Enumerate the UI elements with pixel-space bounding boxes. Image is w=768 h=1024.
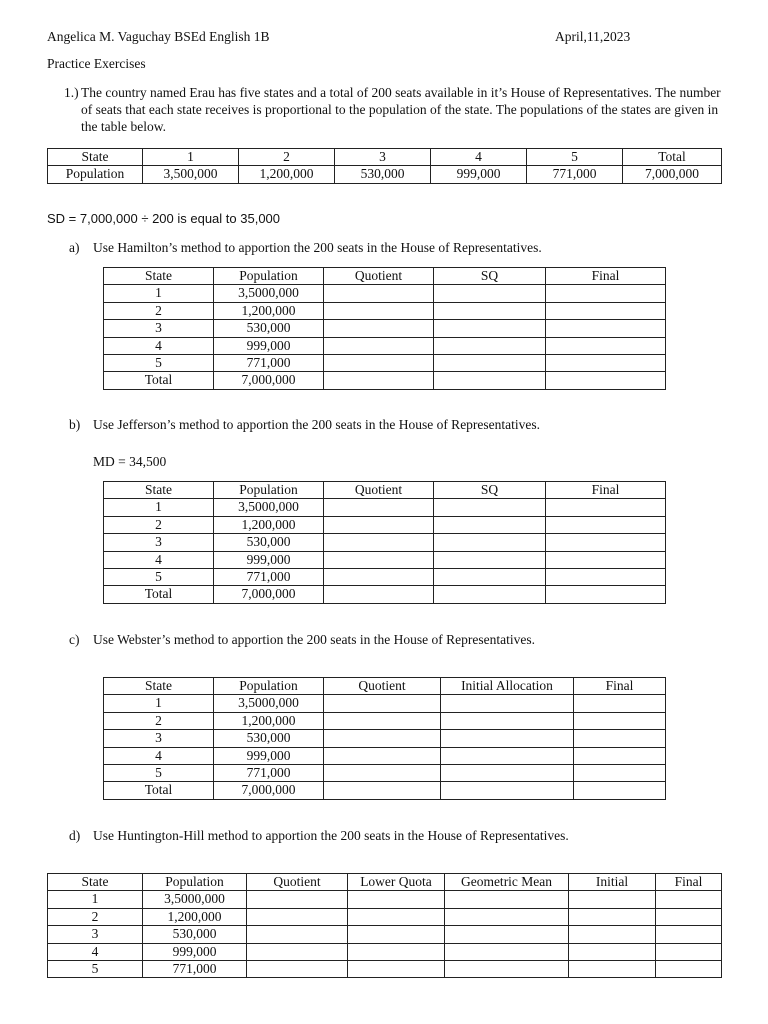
empty-answer-cell bbox=[546, 355, 666, 372]
empty-answer-cell bbox=[441, 765, 574, 782]
empty-answer-cell bbox=[247, 943, 348, 960]
column-header: Final bbox=[574, 678, 666, 695]
empty-answer-cell bbox=[434, 337, 546, 354]
empty-answer-cell bbox=[348, 943, 445, 960]
empty-answer-cell bbox=[574, 747, 666, 764]
column-header: Initial bbox=[569, 874, 656, 891]
table-row bbox=[104, 372, 666, 389]
empty-answer-cell bbox=[324, 372, 434, 389]
empty-answer-cell bbox=[434, 534, 546, 551]
state-cell: 4 bbox=[104, 747, 214, 764]
table-row bbox=[48, 908, 722, 925]
empty-answer-cell bbox=[247, 891, 348, 908]
empty-answer-cell bbox=[546, 337, 666, 354]
state-cell: 3 bbox=[335, 149, 431, 166]
table-row bbox=[104, 712, 666, 729]
table-row bbox=[104, 747, 666, 764]
table-row bbox=[104, 695, 666, 712]
table-row bbox=[104, 765, 666, 782]
column-header: SQ bbox=[434, 482, 546, 499]
empty-answer-cell bbox=[348, 926, 445, 943]
empty-answer-cell bbox=[441, 712, 574, 729]
table-row bbox=[104, 534, 666, 551]
population-cell: 3,5000,000 bbox=[214, 695, 324, 712]
empty-answer-cell bbox=[574, 695, 666, 712]
state-cell: 5 bbox=[48, 961, 143, 978]
part-b-label: b) bbox=[69, 417, 81, 432]
empty-answer-cell bbox=[434, 551, 546, 568]
column-header: State bbox=[104, 678, 214, 695]
table-row bbox=[104, 285, 666, 302]
column-header: Lower Quota bbox=[348, 874, 445, 891]
empty-answer-cell bbox=[434, 516, 546, 533]
state-cell: 2 bbox=[104, 712, 214, 729]
empty-answer-cell bbox=[324, 285, 434, 302]
empty-answer-cell bbox=[324, 534, 434, 551]
state-cell: Total bbox=[623, 149, 722, 166]
column-header: Quotient bbox=[324, 268, 434, 285]
table-row bbox=[104, 337, 666, 354]
empty-answer-cell bbox=[574, 765, 666, 782]
state-cell: 2 bbox=[104, 516, 214, 533]
state-cell: 4 bbox=[104, 337, 214, 354]
empty-answer-cell bbox=[441, 695, 574, 712]
empty-answer-cell bbox=[324, 569, 434, 586]
table-row bbox=[48, 961, 722, 978]
empty-answer-cell bbox=[569, 943, 656, 960]
column-header: Final bbox=[546, 268, 666, 285]
population-table bbox=[47, 148, 722, 184]
empty-answer-cell bbox=[569, 961, 656, 978]
empty-answer-cell bbox=[324, 782, 441, 799]
part-a-instruction: Use Hamilton’s method to apportion the 200 seats in the House of Representatives. bbox=[93, 240, 542, 255]
huntington-hill-table bbox=[47, 873, 722, 978]
part-c-label: c) bbox=[69, 632, 80, 647]
row-label-state: State bbox=[48, 149, 143, 166]
header-row bbox=[104, 678, 666, 695]
empty-answer-cell bbox=[324, 516, 434, 533]
state-cell: 2 bbox=[239, 149, 335, 166]
empty-answer-cell bbox=[546, 586, 666, 603]
column-header: Quotient bbox=[324, 678, 441, 695]
part-c-instruction: Use Webster’s method to apportion the 200 seats in the House of Representatives. bbox=[93, 632, 535, 647]
population-cell: 999,000 bbox=[143, 943, 247, 960]
population-cell: 771,000 bbox=[527, 166, 623, 183]
problem-statement bbox=[64, 84, 721, 135]
state-cell: Total bbox=[104, 372, 214, 389]
population-cell: 999,000 bbox=[214, 337, 324, 354]
webster-table bbox=[103, 677, 666, 800]
empty-answer-cell bbox=[546, 302, 666, 319]
jefferson-table bbox=[103, 481, 666, 604]
column-header: State bbox=[104, 268, 214, 285]
population-cell: 1,200,000 bbox=[214, 516, 324, 533]
population-cell: 771,000 bbox=[143, 961, 247, 978]
table-row bbox=[104, 355, 666, 372]
population-cell: 771,000 bbox=[214, 569, 324, 586]
empty-answer-cell bbox=[569, 926, 656, 943]
table-row bbox=[104, 302, 666, 319]
document-subtitle: Practice Exercises bbox=[47, 56, 146, 71]
empty-answer-cell bbox=[348, 891, 445, 908]
empty-answer-cell bbox=[546, 372, 666, 389]
standard-divisor-line: SD = 7,000,000 ÷ 200 is equal to 35,000 bbox=[47, 211, 281, 226]
state-cell: Total bbox=[104, 586, 214, 603]
header-row bbox=[48, 874, 722, 891]
empty-answer-cell bbox=[445, 908, 569, 925]
population-cell: 530,000 bbox=[214, 730, 324, 747]
part-b-instruction: Use Jefferson’s method to apportion the 200 seats in the House of Representatives. bbox=[93, 417, 541, 432]
author-line: Angelica M. Vaguchay BSEd English 1B bbox=[47, 29, 270, 44]
empty-answer-cell bbox=[546, 516, 666, 533]
hamilton-table bbox=[103, 267, 666, 390]
state-cell: 4 bbox=[431, 149, 527, 166]
row-label-population: Population bbox=[48, 166, 143, 183]
empty-answer-cell bbox=[546, 534, 666, 551]
population-cell: 1,200,000 bbox=[214, 712, 324, 729]
empty-answer-cell bbox=[434, 586, 546, 603]
column-header: Initial Allocation bbox=[441, 678, 574, 695]
empty-answer-cell bbox=[324, 337, 434, 354]
state-cell: 5 bbox=[104, 765, 214, 782]
population-cell: 7,000,000 bbox=[214, 782, 324, 799]
population-cell: 3,5000,000 bbox=[214, 499, 324, 516]
empty-answer-cell bbox=[441, 747, 574, 764]
empty-answer-cell bbox=[445, 961, 569, 978]
population-cell: 7,000,000 bbox=[214, 586, 324, 603]
empty-answer-cell bbox=[656, 891, 722, 908]
header-row bbox=[104, 268, 666, 285]
table-row bbox=[104, 782, 666, 799]
empty-answer-cell bbox=[324, 765, 441, 782]
empty-answer-cell bbox=[569, 908, 656, 925]
part-d-instruction: Use Huntington-Hill method to apportion the 200 seats in the House of Representatives. bbox=[93, 828, 569, 843]
state-cell: 1 bbox=[48, 891, 143, 908]
population-cell: 530,000 bbox=[335, 166, 431, 183]
empty-answer-cell bbox=[324, 695, 441, 712]
empty-answer-cell bbox=[434, 499, 546, 516]
empty-answer-cell bbox=[434, 285, 546, 302]
empty-answer-cell bbox=[546, 320, 666, 337]
column-header: State bbox=[48, 874, 143, 891]
table-row bbox=[104, 516, 666, 533]
state-cell: 5 bbox=[104, 355, 214, 372]
population-cell: 771,000 bbox=[214, 765, 324, 782]
empty-answer-cell bbox=[656, 961, 722, 978]
state-cell: 2 bbox=[48, 908, 143, 925]
column-header: Population bbox=[143, 874, 247, 891]
column-header: Population bbox=[214, 268, 324, 285]
empty-answer-cell bbox=[324, 355, 434, 372]
population-cell: 1,200,000 bbox=[143, 908, 247, 925]
population-cell: 530,000 bbox=[214, 320, 324, 337]
modified-divisor-line: MD = 34,500 bbox=[93, 454, 167, 469]
state-cell: 3 bbox=[104, 730, 214, 747]
empty-answer-cell bbox=[247, 926, 348, 943]
population-cell: 3,5000,000 bbox=[143, 891, 247, 908]
column-header: Quotient bbox=[247, 874, 348, 891]
population-cell: 530,000 bbox=[143, 926, 247, 943]
empty-answer-cell bbox=[546, 551, 666, 568]
empty-answer-cell bbox=[247, 908, 348, 925]
state-cell: 5 bbox=[527, 149, 623, 166]
empty-answer-cell bbox=[434, 355, 546, 372]
column-header: Quotient bbox=[324, 482, 434, 499]
empty-answer-cell bbox=[348, 908, 445, 925]
table-row bbox=[48, 943, 722, 960]
column-header: Population bbox=[214, 482, 324, 499]
empty-answer-cell bbox=[546, 285, 666, 302]
table-row bbox=[48, 891, 722, 908]
column-header: Geometric Mean bbox=[445, 874, 569, 891]
state-cell: 3 bbox=[48, 926, 143, 943]
problem-number: 1.) bbox=[64, 85, 79, 100]
state-cell: 3 bbox=[104, 320, 214, 337]
population-cell: 3,500,000 bbox=[143, 166, 239, 183]
empty-answer-cell bbox=[434, 569, 546, 586]
empty-answer-cell bbox=[445, 891, 569, 908]
empty-answer-cell bbox=[324, 586, 434, 603]
empty-answer-cell bbox=[656, 943, 722, 960]
column-header: Population bbox=[214, 678, 324, 695]
table-row bbox=[104, 320, 666, 337]
empty-answer-cell bbox=[441, 730, 574, 747]
population-cell: 530,000 bbox=[214, 534, 324, 551]
empty-answer-cell bbox=[434, 302, 546, 319]
population-cell: 999,000 bbox=[214, 551, 324, 568]
population-cell: 1,200,000 bbox=[214, 302, 324, 319]
state-cell: 5 bbox=[104, 569, 214, 586]
empty-answer-cell bbox=[445, 926, 569, 943]
population-cell: 7,000,000 bbox=[214, 372, 324, 389]
empty-answer-cell bbox=[441, 782, 574, 799]
state-cell: 1 bbox=[104, 285, 214, 302]
state-cell: 4 bbox=[104, 551, 214, 568]
empty-answer-cell bbox=[434, 320, 546, 337]
empty-answer-cell bbox=[324, 551, 434, 568]
state-cell: Total bbox=[104, 782, 214, 799]
state-cell: 2 bbox=[104, 302, 214, 319]
column-header: State bbox=[104, 482, 214, 499]
column-header: Final bbox=[546, 482, 666, 499]
state-cell: 4 bbox=[48, 943, 143, 960]
problem-text: The country named Erau has five states and a total of 200 seats available in it’s House of Representatives. The number of seats that each state receives is proportional to the population of the state. The populations of the states are given in the table below. bbox=[81, 85, 721, 134]
population-cell: 1,200,000 bbox=[239, 166, 335, 183]
table-row bbox=[104, 499, 666, 516]
population-cell: 999,000 bbox=[214, 747, 324, 764]
empty-answer-cell bbox=[569, 891, 656, 908]
table-row bbox=[104, 730, 666, 747]
population-cell: 999,000 bbox=[431, 166, 527, 183]
empty-answer-cell bbox=[445, 943, 569, 960]
state-cell: 1 bbox=[143, 149, 239, 166]
table-row bbox=[104, 586, 666, 603]
empty-answer-cell bbox=[324, 730, 441, 747]
table-row bbox=[104, 569, 666, 586]
empty-answer-cell bbox=[324, 302, 434, 319]
empty-answer-cell bbox=[656, 908, 722, 925]
population-cell: 7,000,000 bbox=[623, 166, 722, 183]
date: April,11,2023 bbox=[555, 29, 631, 44]
empty-answer-cell bbox=[656, 926, 722, 943]
state-cell: 1 bbox=[104, 499, 214, 516]
column-header: SQ bbox=[434, 268, 546, 285]
part-d-label: d) bbox=[69, 828, 81, 843]
empty-answer-cell bbox=[574, 712, 666, 729]
empty-answer-cell bbox=[324, 499, 434, 516]
population-row bbox=[48, 166, 722, 183]
population-cell: 771,000 bbox=[214, 355, 324, 372]
table-row bbox=[104, 551, 666, 568]
empty-answer-cell bbox=[324, 712, 441, 729]
empty-answer-cell bbox=[546, 499, 666, 516]
population-cell: 3,5000,000 bbox=[214, 285, 324, 302]
table-row bbox=[48, 926, 722, 943]
state-cell: 1 bbox=[104, 695, 214, 712]
column-header: Final bbox=[656, 874, 722, 891]
empty-answer-cell bbox=[574, 782, 666, 799]
empty-answer-cell bbox=[434, 372, 546, 389]
empty-answer-cell bbox=[574, 730, 666, 747]
state-cell: 3 bbox=[104, 534, 214, 551]
empty-answer-cell bbox=[324, 320, 434, 337]
empty-answer-cell bbox=[546, 569, 666, 586]
empty-answer-cell bbox=[247, 961, 348, 978]
empty-answer-cell bbox=[348, 961, 445, 978]
empty-answer-cell bbox=[324, 747, 441, 764]
header-row bbox=[104, 482, 666, 499]
state-row bbox=[48, 149, 722, 166]
part-a-label: a) bbox=[69, 240, 80, 255]
